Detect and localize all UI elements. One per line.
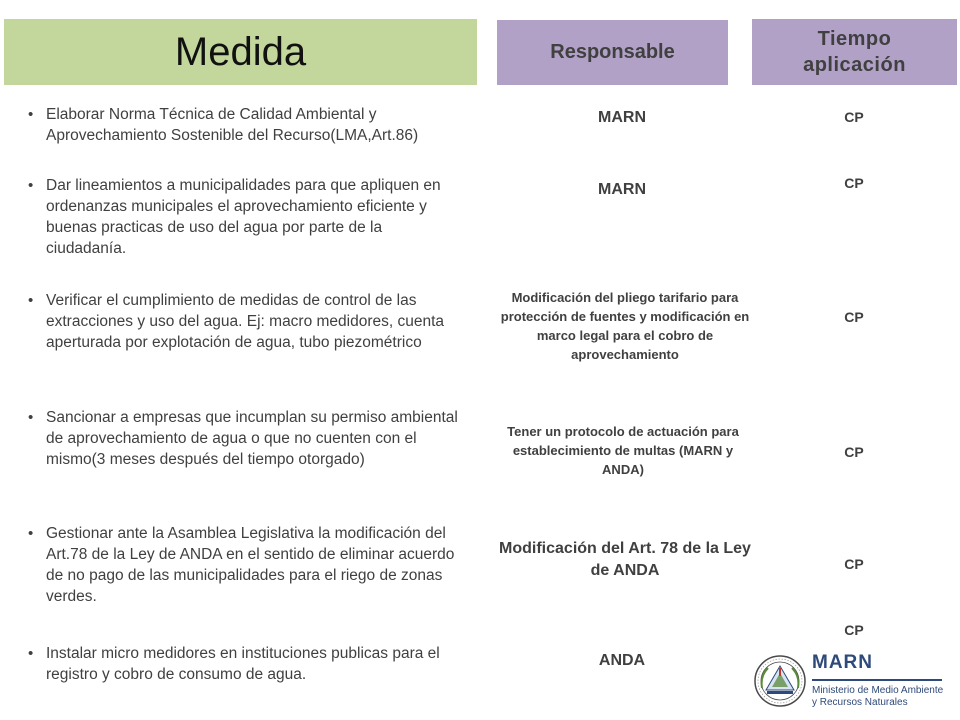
tiempo-header xyxy=(752,19,957,85)
medida-item-3: • Verificar el cumplimiento de medidas de control de las extracciones y uso del agua. Ej: macro medidores, cuenta aperturada por explotación de agua, tubo piezométrico xyxy=(46,290,462,353)
logo-divider xyxy=(812,679,942,681)
medida-item-6: • Instalar micro medidores en instituciones publicas para el registro y cobro de consumo de agua. xyxy=(46,643,462,685)
responsable-header xyxy=(497,20,728,85)
ministry-name-line2: y Recursos Naturales xyxy=(812,697,908,708)
responsable-cell-6: ANDA xyxy=(598,652,646,669)
medida-item-1: • Elaborar Norma Técnica de Calidad Ambiental y Aprovechamiento Sostenible del Recurso(LMA,Art.86) xyxy=(46,104,462,146)
responsable-header-label: Responsable xyxy=(550,41,675,63)
medida-header-label: Medida xyxy=(174,29,307,74)
responsable-cell-1: MARN xyxy=(598,109,646,126)
responsable-cell-3: Modificación del pliego tarifario para protección de fuentes y modificación en marco legal para el cobro de aprovechamiento xyxy=(500,290,750,362)
tiempo-cell-6: CP xyxy=(844,622,864,638)
responsable-cell-4: Tener un protocolo de actuación para establecimiento de multas (MARN y ANDA) xyxy=(507,424,739,477)
responsable-cell-5: Modificación del Art. 78 de la Ley de ANDA xyxy=(499,540,751,579)
tiempo-cell-3: CP xyxy=(844,309,864,325)
tiempo-header-line1: Tiempo xyxy=(817,28,892,50)
el-salvador-seal-icon xyxy=(752,648,812,714)
responsable-cell-2: MARN xyxy=(598,181,646,198)
medida-header xyxy=(4,19,477,85)
marn-logo xyxy=(752,648,952,714)
tiempo-cell-2: CP xyxy=(844,175,864,191)
medida-item-2: • Dar lineamientos a municipalidades para que apliquen en ordenanzas municipales el aprovechamiento eficiente y buenas practicas de uso del agua por parte de la ciudadanía. xyxy=(46,175,462,259)
medida-item-4: • Sancionar a empresas que incumplan su permiso ambiental de aprovechamiento de agua o que no cuenten con el mismo(3 meses después del tiempo otorgado) xyxy=(46,407,462,470)
tiempo-header-line2: aplicación xyxy=(803,54,906,76)
marn-acronym: MARN xyxy=(812,652,873,673)
tiempo-cell-5: CP xyxy=(844,556,864,572)
tiempo-cell-1: CP xyxy=(844,109,864,125)
medida-item-5: • Gestionar ante la Asamblea Legislativa la modificación del Art.78 de la Ley de ANDA en el sentido de eliminar acuerdo de no pago de las municipalidades para el riego de zonas verdes. xyxy=(46,523,462,607)
ministry-name-line1: Ministerio de Medio Ambiente xyxy=(812,685,944,696)
tiempo-cell-4: CP xyxy=(844,444,864,460)
